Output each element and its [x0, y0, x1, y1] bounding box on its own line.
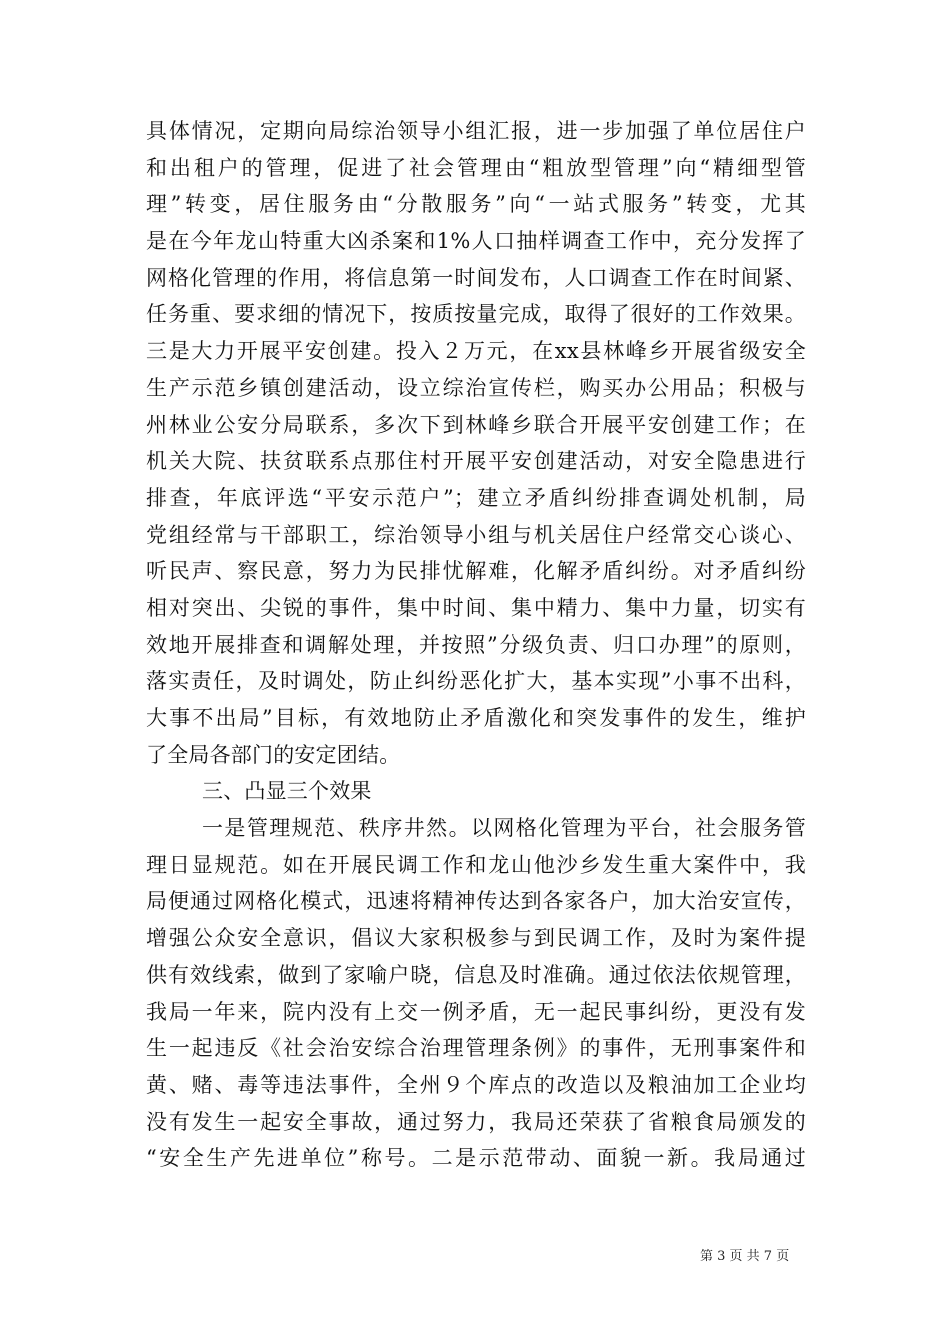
- page-footer: 第 3 页 共 7 页: [700, 1249, 790, 1264]
- text-line: 三、凸显三个效果: [202, 779, 372, 804]
- text-line: 局便通过网格化模式，迅速将精神传达到各家各户，加大治安宣传，: [146, 889, 806, 914]
- text-line: 州林业公安分局联系，多次下到林峰乡联合开展平安创建工作；在: [146, 412, 806, 437]
- text-line: 网格化管理的作用，将信息第一时间发布，人口调查工作在时间紧、: [146, 265, 806, 290]
- text-line: 和出租户的管理，促进了社会管理由“粗放型管理”向“精细型管: [146, 155, 806, 180]
- text-line: 机关大院、扶贫联系点那住村开展平安创建活动，对安全隐患进行: [146, 449, 806, 474]
- text-line: 生产示范乡镇创建活动，设立综治宣传栏，购买办公用品；积极与: [146, 375, 806, 400]
- text-line: 生一起违反《社会治安综合治理管理条例》的事件，无刑事案件和: [146, 1036, 806, 1061]
- text-line: 一是管理规范、秩序井然。以网格化管理为平台，社会服务管: [202, 816, 806, 841]
- text-line: 是在今年龙山特重大凶杀案和1%人口抽样调查工作中，充分发挥了: [146, 229, 806, 254]
- text-line: 增强公众安全意识，倡议大家积极参与到民调工作，及时为案件提: [146, 926, 806, 951]
- text-line: “安全生产先进单位”称号。二是示范带动、面貌一新。我局通过: [146, 1146, 806, 1171]
- text-line: 相对突出、尖锐的事件，集中时间、集中精力、集中力量，切实有: [146, 595, 806, 620]
- text-line: 任务重、要求细的情况下，按质按量完成，取得了很好的工作效果。: [146, 302, 806, 327]
- text-line: 落实责任，及时调处，防止纠纷恶化扩大，基本实现”小事不出科，: [146, 669, 806, 694]
- text-line: 党组经常与干部职工，综治领导小组与机关居住户经常交心谈心、: [146, 522, 806, 547]
- text-line: 了全局各部门的安定团结。: [146, 742, 401, 767]
- text-line: 理日显规范。如在开展民调工作和龙山他沙乡发生重大案件中，我: [146, 852, 806, 877]
- text-line: 理”转变，居住服务由“分散服务”向“一站式服务”转变，尤其: [146, 192, 806, 217]
- text-line: 供有效线索，做到了家喻户晓，信息及时准确。通过依法依规管理，: [146, 962, 806, 987]
- text-line: 具体情况，定期向局综治领导小组汇报，进一步加强了单位居住户: [146, 119, 806, 143]
- text-line: 黄、赌、毒等违法事件，全州９个库点的改造以及粮油加工企业均: [146, 1072, 806, 1097]
- text-line: 大事不出局”目标，有效地防止矛盾激化和突发事件的发生，维护: [146, 706, 806, 730]
- text-line: 没有发生一起安全事故，通过努力，我局还荣获了省粮食局颁发的: [146, 1109, 806, 1134]
- text-line: 三是大力开展平安创建。投入２万元，在xx县林峰乡开展省级安全: [146, 339, 806, 364]
- document-body: [146, 113, 806, 1177]
- text-line: 听民声、察民意，努力为民排忧解难，化解矛盾纠纷。对矛盾纠纷: [146, 559, 806, 584]
- text-line: 效地开展排查和调解处理，并按照”分级负责、归口办理”的原则，: [146, 632, 806, 657]
- text-line: 我局一年来，院内没有上交一例矛盾，无一起民事纠纷，更没有发: [146, 999, 806, 1024]
- text-line: 排查，年底评选“平安示范户”；建立矛盾纠纷排查调处机制，局: [146, 485, 806, 510]
